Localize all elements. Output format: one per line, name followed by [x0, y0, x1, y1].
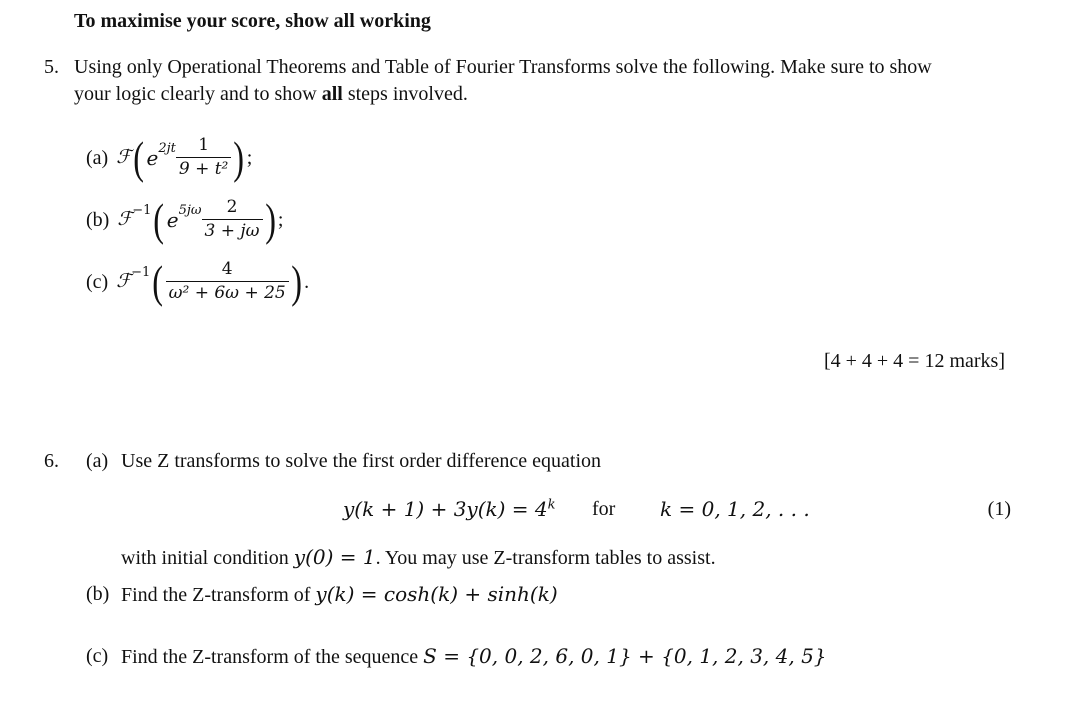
q5-line2-pre: your logic clearly and to show: [74, 83, 322, 105]
initial-condition: [121, 546, 716, 570]
fourier-operator: ℱ: [116, 270, 132, 293]
numerator: 1: [198, 135, 210, 156]
denominator: ω² + 6ω + 25: [166, 281, 289, 304]
q6-number: 6.: [44, 450, 59, 472]
q6b-text: [121, 583, 558, 607]
q5-line2-bold: all: [321, 83, 343, 105]
q6a-text: Use Z transforms to solve the first order difference equation: [121, 450, 602, 472]
operator-sup: −1: [131, 264, 151, 280]
left-paren: (: [133, 132, 145, 183]
part-label: (a): [86, 146, 109, 169]
q5-part-a: [86, 130, 252, 186]
initial-pre: with initial condition: [121, 547, 294, 569]
q6c-math: S = {0, 0, 2, 6, 0, 1} + {0, 1, 2, 3, 4, 5}: [423, 644, 827, 668]
initial-math: y(0) = 1: [293, 545, 376, 569]
q6c-label: (c): [86, 645, 109, 667]
q5-line2: [74, 83, 468, 106]
exp-base: e: [146, 145, 159, 170]
q5-marks: [4 + 4 + 4 = 12 marks]: [823, 350, 1005, 372]
q6b-words: Find the Z-transform of: [121, 584, 316, 606]
q6c-words: Find the Z-transform of the sequence: [121, 646, 424, 668]
instruction-heading: To maximise your score, show all working: [74, 10, 431, 32]
initial-post: . You may use Z-transform tables to assist.: [375, 547, 716, 569]
fraction: [202, 198, 263, 241]
difference-equation: [343, 498, 556, 521]
denominator: 3 + jω: [202, 219, 263, 242]
q6a-label: (a): [86, 450, 109, 472]
right-paren: ): [264, 194, 276, 245]
for-word: for: [592, 498, 616, 520]
q5-line1: Using only Operational Theorems and Table of Fourier Transforms solve the following. Make sure to show: [74, 56, 932, 78]
fourier-operator: ℱ: [116, 146, 132, 169]
denominator: 9 + t²: [176, 157, 232, 180]
q5-part-b: [86, 192, 283, 248]
numerator: 4: [221, 259, 233, 280]
q6c-text: [121, 645, 827, 669]
q6b-label: (b): [86, 583, 110, 605]
left-paren: (: [153, 194, 165, 245]
exp-base: e: [166, 207, 179, 232]
numerator: 2: [226, 197, 238, 218]
q6b-math: y(k) = cosh(k) + sinh(k): [315, 582, 558, 606]
equation-sup: k: [547, 497, 556, 513]
equation-body: y(k + 1) + 3y(k) = 4: [343, 497, 548, 521]
right-paren: ): [233, 132, 245, 183]
terminator: ;: [246, 146, 253, 169]
fraction: [176, 136, 232, 179]
left-paren: (: [152, 256, 164, 307]
part-label: (b): [86, 208, 110, 231]
q5-part-c: [86, 254, 309, 310]
terminator: ;: [277, 208, 284, 231]
operator-sup: −1: [132, 202, 152, 218]
exp-sup: 2jt: [158, 140, 176, 156]
equation-number: (1): [987, 498, 1011, 520]
exp-sup: 5jω: [178, 202, 202, 218]
fourier-operator: ℱ: [117, 208, 133, 231]
part-label: (c): [86, 270, 109, 293]
fraction: [166, 260, 289, 303]
q5-line2-post: steps involved.: [342, 83, 468, 105]
right-paren: ): [291, 256, 302, 307]
terminator: .: [304, 270, 310, 293]
q5-number: 5.: [44, 56, 59, 78]
k-range: k = 0, 1, 2, . . .: [660, 497, 810, 521]
